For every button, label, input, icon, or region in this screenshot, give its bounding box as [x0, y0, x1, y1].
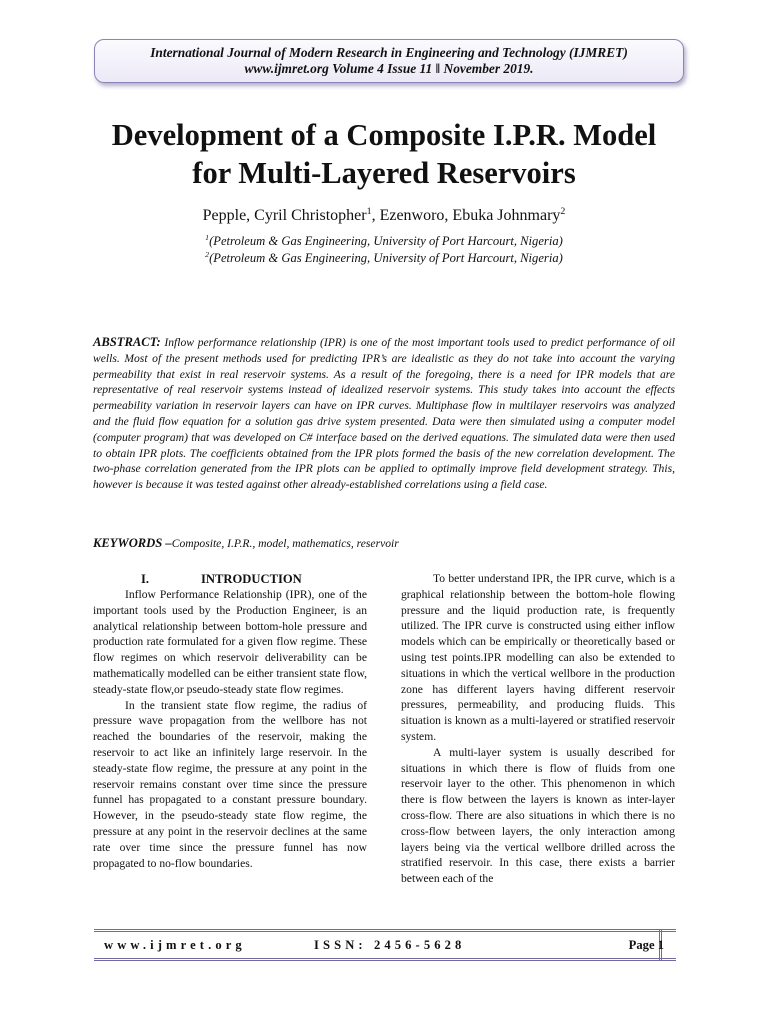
paper-title	[60, 116, 708, 192]
footer-issn: ISSN: 2456-5628	[314, 938, 466, 952]
keywords-text: Composite, I.P.R., model, mathematics, reservoir	[171, 537, 399, 550]
affiliation-2	[60, 250, 708, 266]
journal-name: International Journal of Modern Research in Engineering and Technology (IJMRET)	[150, 45, 628, 60]
section-number: I.	[141, 572, 150, 586]
left-column	[93, 571, 367, 871]
author-2-name: Ezenworo, Ebuka Johnmary	[379, 207, 561, 224]
author-separator: ,	[371, 207, 380, 224]
affiliation-1-text: (Petroleum & Gas Engineering, University of Port Harcourt, Nigeria)	[209, 234, 563, 248]
paper-title-line-1: Development of a Composite I.P.R. Model	[111, 118, 657, 152]
footer-website: www.ijmret.org	[104, 938, 246, 952]
paper-title-line-2: for Multi-Layered Reservoirs	[192, 156, 576, 190]
right-paragraph-2: A multi-layer system is usually described for situations in which there is flow of fluids from one reservoir layer to the other. This phenomenon in which there is flow between the layers is known as inter-layer cross-flow. There are also situations in which there is no cross-flow between layers, the only interaction among layers being via the vertical wellbore drilled across the stratified reservoir. In this case, there exists a barrier between each of the	[401, 745, 675, 886]
page-footer	[94, 929, 676, 961]
abstract	[93, 335, 675, 493]
affiliation-1-mark: 1	[205, 233, 210, 243]
affiliation-2-text: (Petroleum & Gas Engineering, University of Port Harcourt, Nigeria)	[209, 251, 563, 265]
section-title: INTRODUCTION	[201, 572, 302, 586]
keywords	[93, 535, 675, 552]
journal-issue-line: www.ijmret.org Volume 4 Issue 11 ǁ November 2019.	[244, 61, 534, 76]
author-1-affiliation-mark: 1	[366, 205, 372, 217]
author-2-affiliation-mark: 2	[560, 205, 566, 217]
author-list	[60, 206, 708, 226]
journal-header-banner	[94, 39, 684, 83]
abstract-label: ABSTRACT:	[93, 335, 161, 349]
left-paragraph-2: In the transient state flow regime, the radius of pressure wave propagation from the wellbore has not reached the boundaries of the reservoir, making the reservoir to act like an infinitely large reservoir. In the steady-state flow regime, the pressure at any point in the reservoir remains constant over time since the pressure funnel has propagated to a constant pressure boundary. However, in the pseudo-steady state flow regime, the pressure at any point in the reservoir declines at the same rate over time since the pressure funnel has now propagated to no-flow boundaries.	[93, 698, 367, 870]
affiliation-2-mark: 2	[205, 250, 210, 260]
author-1-name: Pepple, Cyril Christopher	[202, 207, 367, 224]
affiliation-1	[60, 233, 708, 249]
left-paragraph-1: Inflow Performance Relationship (IPR), one of the important tools used by the Production Engineer, is an analytical relationship between bottom-hole pressure and production rate formulated for a given flow regime. These flow regimes on which reservoir deliverability can be mathematically modelled can be either transient state flow, steady-state flow,or pseudo-steady state flow regimes.	[93, 588, 367, 696]
keywords-label: KEYWORDS –	[93, 536, 172, 550]
right-column	[401, 571, 675, 887]
right-paragraph-1: To better understand IPR, the IPR curve, which is a graphical relationship between the bottom-hole flowing pressure and the liquid production rate, is frequently utilized. The IPR curve is constructed using either inflow models which can be empirically or theoretically based or using test points.IPR modelling can also be extended to situations in which the vertical wellbore in the production zone has different layers having different reservoir pressures, permeability, and producing fluids. This situation is known as a multi-layered or stratified reservoir system.	[401, 572, 675, 743]
section-heading	[93, 571, 367, 587]
footer-page-number: Page 1	[628, 938, 664, 952]
abstract-text: Inflow performance relationship (IPR) is one of the most important tools used to predict performance of oil wells. Most of the present methods used for predicting IPR’s are idealistic as they do not take into account the varying permeability that exist in real reservoir systems. As a result of the foregoing, there is a need for IPR models that are representative of real reservoir systems instead of idealized reservoir systems. This study takes into account the effects permeability variation in reservoir layers can have on IPR curves. Multiphase flow in multilayer reservoirs was analyzed and the fluid flow equation for a solution gas drive system presented. Data were then simulated using a computer model (computer program) that was developed on C# interface based on the derived equations. The simulated data were then used to obtain IPR plots. The coefficients obtained from the IPR plots formed the basis of the new correlation development. The two-phase correlation generated from the IPR plots can be applied to optimally improve field development strategy. This, however is because it was tested against other already-established correlations using a field case.	[93, 336, 675, 492]
